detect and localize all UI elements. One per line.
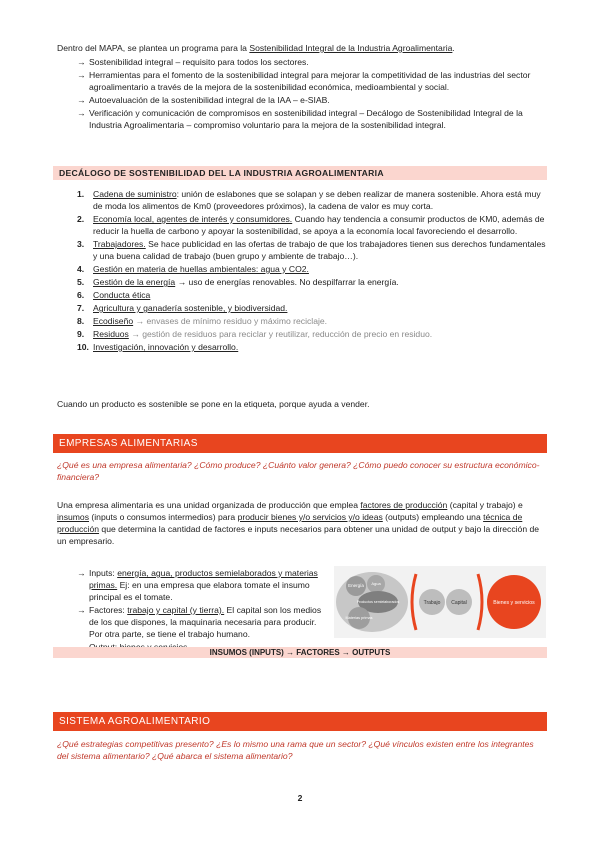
list-item: → Autoevaluación de la sostenibilidad integral de la IAA – e-SIAB. [77,95,330,105]
label-agua: Agua [371,581,381,586]
empresas-question: ¿Qué es una empresa alimentaria? ¿Cómo produce? ¿Cuánto valor genera? ¿Cómo puedo conocer su estructura económico-financiera? [57,460,540,482]
empresas-heading: EMPRESAS ALIMENTARIAS [53,434,547,453]
label-bienes: Bienes y servicios [493,600,535,606]
label-materias: Materias primas [345,616,373,620]
list-item: 7. Agricultura y ganadería sostenible, y biodiversidad. [77,303,288,313]
intro-section [57,42,547,132]
list-item: 8. Ecodiseño → envases de mínimo residuo y máximo reciclaje. [77,316,328,326]
production-diagram [334,566,546,638]
production-diagram-svg [334,566,546,638]
decalogo-list [57,188,547,354]
arrow-icon: → [77,108,86,118]
sistema-heading: SISTEMA AGROALIMENTARIO [53,712,547,731]
list-item: 6. Conducta ética [77,290,151,300]
list-item: 3. Trabajadores. Se hace publicidad en las ofertas de trabajo de que los trabajadores tienen sus derechos fundamentales y una buena calidad de trabajo (buen grupo y ambiente de trabajo…). [77,239,546,261]
list-item: → Factores: trabajo y capital (y tierra). El capital son los medios de los que dispones, la maquinaria necesaria para producir. Por otra parte, se tiene el trabajo humano. [77,605,322,639]
list-item: 1. Cadena de suministro: unión de eslabones que se solapan y se deben realizar de manera sostenible. Ahora está muy de moda los alimentos de Km0 (proveedores próximos), la cadena de valor es muy corta. [77,189,541,211]
empresas-definition: Una empresa alimentaria es una unidad organizada de producción que emplea factores de producción (capital y trabajo) e insumos (inputs o consumos intermedios) para producir bienes y/o servicios y/o ideas (outputs) empleando una técnica de producción que determina la cantidad de factores e inputs necesarios para obtener una unidad de output y bajo la dirección de un empresario. [57,500,540,546]
label-capital: Capital [451,600,467,606]
arrow-icon: → [77,568,86,578]
inputs-factors-outputs-summary: INSUMOS (INPUTS) → FACTORES → OUTPUTS [53,647,547,658]
empresas-bullets [57,567,329,654]
list-item: → Sostenibilidad integral – requisito para todos los sectores. [77,57,309,67]
list-item: 10. Investigación, innovación y desarrollo. [77,342,239,352]
sistema-question: ¿Qué estrategias competitivas presento? ¿Es lo mismo una rama que un sector? ¿Qué vínculos existen entre los integrantes del sistema alimentario? ¿Qué abarca el sistema alimentario? [57,739,534,761]
page-number: 2 [297,793,303,803]
list-item: → Inputs: energía, agua, productos semielaborados y materias primas. Ej: en una empresa que elabora tomate el insumo principal es el tomate. [77,568,318,602]
arrow-icon: → [77,70,86,80]
intro-bullets [57,56,547,131]
list-item: → Verificación y comunicación de compromisos en sostenibilidad integral – Decálogo de Sostenibilidad Integral de la Industria Agroalimentaria – compromiso voluntario para la mejora de la sostenibilidad integral. [77,108,523,130]
list-item: → Herramientas para el fomento de la sostenibilidad integral para mejorar la competitividad de las industrias del sector agroalimentario a través de la mejora de la sostenibilidad económica, medioambiental y social. [77,70,531,92]
decalogo-closing: Cuando un producto es sostenible se pone en la etiqueta, porque ayuda a vender. [57,399,370,409]
intro-link: Sostenibilidad Integral de la Industria Agroalimentaria [249,43,453,53]
arrow-icon: → [77,95,86,105]
label-semielaborados: Productos semielaborados [356,600,400,604]
label-trabajo: Trabajo [423,600,441,606]
list-item: 9. Residuos → gestión de residuos para reciclar y reutilizar, reducción de precio en residuo. [77,329,433,339]
arrow-icon: → [77,57,86,67]
label-energia: Energía [348,583,364,588]
arrow-icon: → [77,605,86,615]
list-item: 5. Gestión de la energía → uso de energías renovables. No despilfarrar la energía. [77,277,399,287]
bracket-left [412,574,416,630]
bracket-right [478,574,482,630]
list-item: 4. Gestión en materia de huellas ambientales: agua y CO2. [77,264,309,274]
list-item: 2. Economía local, agentes de interés y consumidores. Cuando hay tendencia a consumir productos de KM0, además de reducir la huella de carbono y apoyar la sostenibilidad, se apoya a la economía local favoreciendo el desarrollo. [77,214,545,236]
intro-paragraph: Dentro del MAPA, se plantea un programa para la Sostenibilidad Integral de la Industria Agroalimentaria. [57,43,455,53]
decalogo-heading: DECÁLOGO DE SOSTENIBILIDAD DEL LA INDUSTRIA AGROALIMENTARIA [53,166,547,180]
